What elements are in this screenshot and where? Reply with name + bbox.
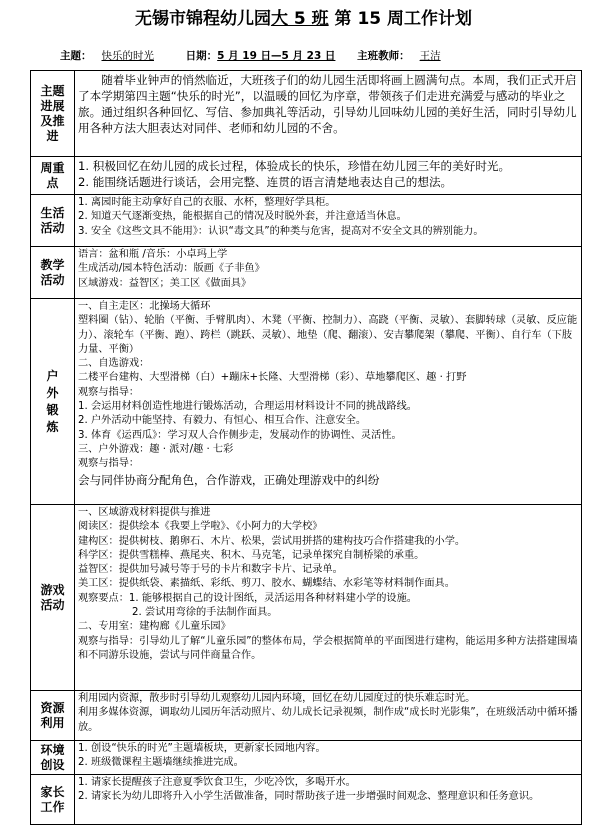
row-header: 户 外 锻 炼 [31, 299, 75, 505]
class-name: 大 5 班 [270, 9, 329, 29]
list-item: 2. 请家长为幼儿即将升入小学生活做准备，同时帮助孩子进一步增强时间观念、整理意识和任务意识。 [78, 791, 540, 803]
row-content [75, 247, 582, 299]
list-item: 二楼平台建构、大型滑梯（白）+蹦床+长隆、大型滑梯（彩）、草地攀爬区、趣 · 打野 [78, 372, 467, 384]
list-item: 1. 积极回忆在幼儿园的成长过程，体验成长的快乐，珍惜在幼儿园三年的美好时光。 [78, 159, 511, 173]
row-content [75, 299, 582, 505]
list-item: 美工区：提供纸袋、素描纸、彩纸、剪刀、胶水、蝴蝶结、水彩笔等材料制作面具。 [78, 578, 455, 590]
row-header: 生活 活动 [31, 195, 75, 247]
row-header: 家长 工作 [31, 775, 75, 825]
list-item: 2. 知道天气逐渐变热，能根据自己的情况及时脱外套，并注意适当休息。 [78, 211, 407, 223]
list-item: 1. 请家长提醒孩子注意夏季饮食卫生，少吃冷饮，多喝开水。 [78, 777, 356, 788]
plan-table [30, 70, 582, 825]
list-item: 3. 安全《这些文具不能用》：认识“毒文具”的种类与危害，提高对不安全文具的辨别能力。 [78, 225, 484, 237]
list-item: 区域游戏：益智区；美工区《做面具》 [78, 277, 252, 289]
row-content [75, 691, 582, 741]
row-game-activities [31, 505, 582, 691]
row-header: 环境 创设 [31, 741, 75, 775]
row-content [75, 741, 582, 775]
theme-label: 主题： [60, 50, 92, 62]
row-life-activities [31, 195, 582, 247]
paragraph: 随着毕业钟声的悄然临近，大班孩子们的幼儿园生活即将画上圆满句点。本周，我们正式开启了本学期第四主题“快乐的时光”，以温暖的回忆为序章，带领孩子们走进充满爱与感动的毕业之旅。通过组织各种回忆、写信、参加典礼等活动，引导幼儿回味幼儿园的美好生活，同时引导幼儿用各种方法大胆表达对同伴、老师和幼儿园的不舍。 [78, 73, 577, 135]
row-header: 游戏 活动 [31, 505, 75, 691]
row-weekly-focus [31, 157, 582, 195]
list-item: 观察与指导：引导幼儿了解“儿童乐园”的整体布局，学会根据简单的平面图进行建构，能运用多种方法搭建围墙和不同游乐设施，尝试与同伴商量合作。 [78, 635, 578, 661]
row-parent-work [31, 775, 582, 825]
list-item: 2. 能围绕话题进行谈话，会用完整、连贯的语言清楚地表达自己的想法。 [78, 175, 453, 189]
row-environment [31, 741, 582, 775]
row-theme-progress [31, 71, 582, 157]
teacher-field [357, 48, 451, 63]
row-content [75, 71, 582, 157]
row-content [75, 505, 582, 691]
row-header: 资源 利用 [31, 691, 75, 741]
section-heading: 一、区域游戏材料提供与推进 [78, 507, 211, 518]
row-outdoor-exercise [31, 299, 582, 505]
row-header: 周重 点 [31, 157, 75, 195]
page-title [0, 4, 607, 29]
list-item: 阅读区：提供绘本《我要上学啦》、《小阿力的大学校》 [78, 521, 323, 533]
section-heading: 观察与指导： [78, 458, 140, 470]
list-item: 1. 离园时能主动拿好自己的衣服、水杯，整理好学具柜。 [78, 197, 336, 208]
list-item: 1. 会运用材料创造性地进行锻炼活动，合理运用材料设计不同的挑战路线。 [78, 401, 417, 413]
date-value: 5 月 19 日—5 月 23 日 [217, 50, 336, 62]
list-item: 利用多媒体资源，调取幼儿园历年活动照片、幼儿成长记录视频，制作成“成长时光影集”，在班级活动中循环播放。 [78, 707, 578, 733]
list-item: 塑料圈（钻）、轮胎（平衡、手臂肌肉）、木凳（平衡、控制力）、高跷（平衡、灵敏）、套脚转球（灵敏、反应能力）、滚轮车（平衡、跑）、跨栏（跳跃、灵敏）、地垫（爬、翻滚）、安吉攀爬架（攀爬、平衡）、自行车（下肢力量、平衡） [78, 315, 578, 355]
row-header: 教学 活动 [31, 247, 75, 299]
list-item: 利用园内资源，散步时引导幼儿观察幼儿园内环境，回忆在幼儿园度过的快乐难忘时光。 [78, 693, 476, 704]
section-heading: 三、户外游戏：趣 · 派对/趣 · 七彩 [78, 443, 234, 455]
list-item: 生成活动/园本特色活动：版画《子非鱼》 [78, 263, 265, 275]
section-heading: 观察与指导： [78, 386, 140, 398]
list-item: 2. 户外活动中能坚持、有毅力、有恒心、相互合作、注意安全。 [78, 415, 367, 427]
theme-field [60, 48, 164, 63]
week-title: 第 15 周工作计划 [334, 9, 473, 29]
meta-line [60, 48, 580, 63]
list-item: 语言：盆和瓶 /音乐：小卓玛上学 [78, 249, 228, 260]
section-heading: 一、自主走区：北操场大循环 [78, 301, 211, 312]
date-label: 日期： [185, 50, 218, 62]
row-resource-use [31, 691, 582, 741]
list-item: 科学区：提供雪糕棒、燕尾夹、积木、马克笔，记录单探究自制桥梁的承重。 [78, 549, 425, 561]
row-header: 主题 进展 及推 进 [31, 71, 75, 157]
theme-value: 快乐的时光 [101, 50, 154, 62]
section-heading: 二、专用室：建构廊《儿童乐园》 [78, 621, 231, 633]
section-heading: 二、自选游戏： [78, 358, 150, 370]
row-teaching-activities [31, 247, 582, 299]
list-item: 2. 尝试用弯徐的手法制作面具。 [132, 607, 278, 619]
list-item: 2. 班级微课程主题墙继续推进完成。 [78, 757, 244, 769]
list-item: 建构区：提供树枝、鹅卵石、木片、松果，尝试用拼搭的建构技巧合作搭建我的小学。 [78, 535, 466, 547]
row-content [75, 195, 582, 247]
teacher-label: 主班教师： [357, 50, 410, 62]
teacher-value: 王洁 [419, 50, 441, 62]
list-item: 3. 体育《运西瓜》：学习双人合作侧步走，发展动作的协调性、灵活性。 [78, 429, 402, 441]
kindergarten-name: 无锡市锦程幼儿园 [134, 9, 271, 29]
list-item: 会与同伴协商分配角色，合作游戏，正确处理游戏中的纠纷 [78, 472, 380, 487]
row-content [75, 775, 582, 825]
date-field [186, 48, 336, 63]
list-item: 1. 创设“快乐的时光”主题墙板块，更新家长园地内容。 [78, 743, 326, 754]
row-content [75, 157, 582, 195]
list-item: 观察要点：1. 能够根据自己的设计图纸，灵活运用各种材料建小学的设施。 [78, 592, 417, 604]
list-item: 益智区：提供加号减号等于号的卡片和数字卡片、记录单。 [78, 564, 343, 576]
